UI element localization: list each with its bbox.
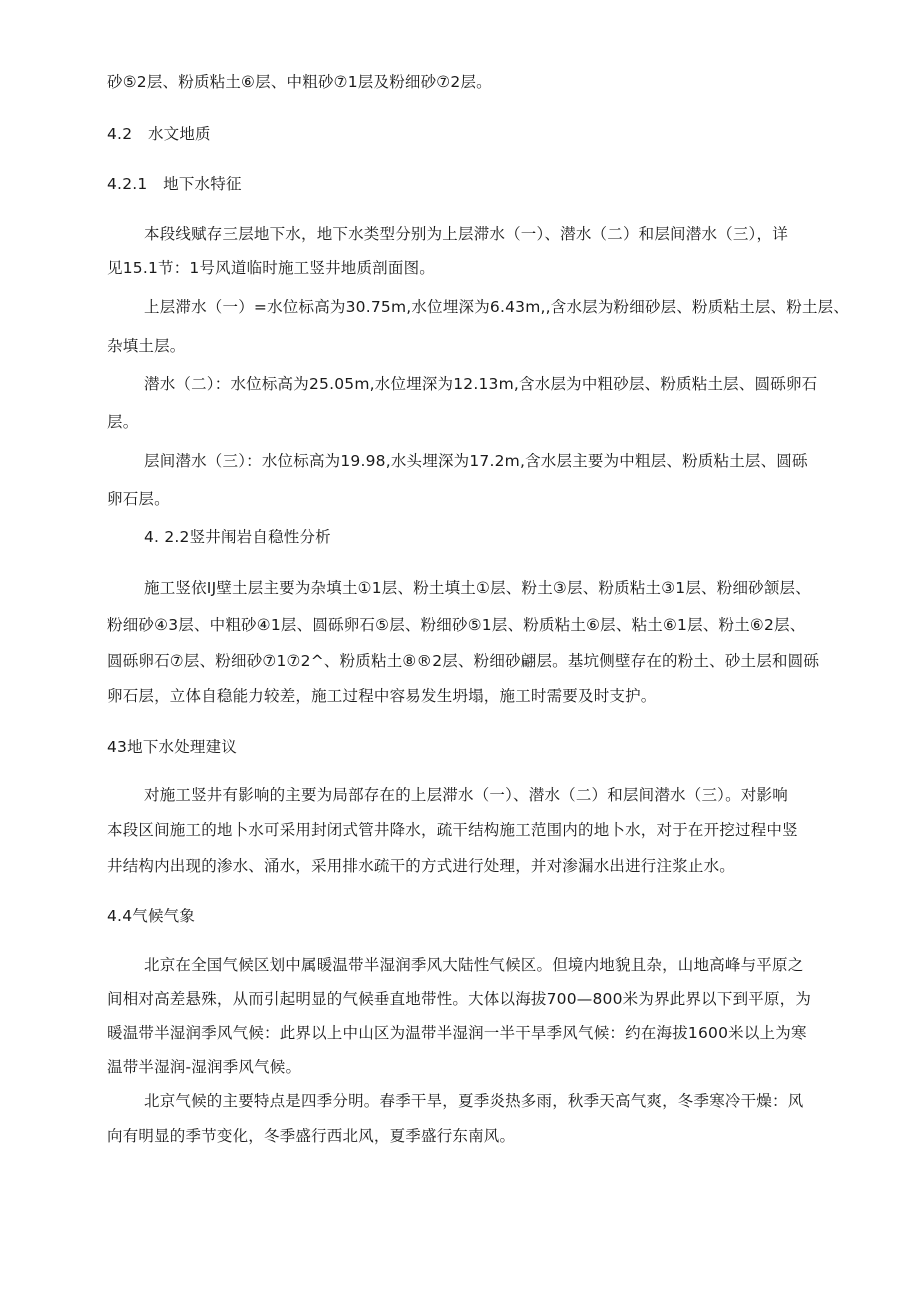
paragraph-line: 本段区间施工的地卜水可采用封闭式管井降水，疏干结构施工范围内的地卜水，对于在开挖过程中竖 [107, 821, 798, 839]
paragraph-line: 暖温带半湿润季风气候：此界以上中山区为温带半湿润一半干旱季风气候：约在海拔1600米以上为寒 [107, 1024, 807, 1042]
paragraph-line: 间相对高差悬殊，从而引起明显的气候垂直地带性。大体以海拔700—800米为界此界以下到平原，为 [107, 990, 812, 1008]
section-heading-4-4: 4.4气候气象 [107, 907, 196, 925]
paragraph-line: 施工竖依IJ壁土层主要为杂填土①1层、粉土填土①层、粉土③层、粉质粘土③1层、粉细砂颔层、 [144, 579, 811, 597]
paragraph-line: 北京在全国气候区划中属暖温带半湿润季风大陆性气候区。但境内地貌且杂，山地高峰与平原之 [144, 956, 804, 974]
paragraph-line: 层。 [107, 413, 139, 431]
paragraph-line: 北京气候的主要特点是四季分明。春季干旱，夏季炎热多雨，秋季天高气爽，冬季寒冷干燥：风 [144, 1092, 804, 1110]
paragraph-line: 粉细砂④3层、中粗砂④1层、圆砾卵石⑤层、粉细砂⑤1层、粉质粘土⑥层、粘土⑥1层、粉土⑥2层、 [107, 616, 806, 634]
paragraph-line: 本段线赋存三层地下水，地下水类型分别为上层滞水（一）、潜水（二）和层间潜水（三），详 [144, 225, 788, 243]
paragraph-line: 井结构内出现的渗水、涌水，采用排水疏干的方式进行处理，并对渗漏水出进行注浆止水。 [107, 857, 736, 875]
paragraph-line: 砂⑤2层、粉质粘土⑥层、中粗砂⑦1层及粉细砂⑦2层。 [107, 73, 492, 91]
paragraph-line: 卵石层。 [107, 490, 170, 508]
paragraph-line: 对施工竖井有影响的主要为局部存在的上层滞水（一）、潜水（二）和层间潜水（三）。对影响 [144, 786, 788, 804]
section-heading-4-2: 4.2 水文地质 [107, 125, 211, 143]
paragraph-line: 潜水（二）：水位标高为25.05m,水位埋深为12.13m,含水层为中粗砂层、粉质粘土层、圆砾卵石 [144, 375, 818, 393]
paragraph-line: 圆砾卵石⑦层、粉细砂⑦1⑦2^、粉质粘土⑧®2层、粉细砂翩层。基坑侧壁存在的粉土、砂土层和圆砾 [107, 652, 820, 670]
section-heading-4-2-1: 4.2.1 地下水特征 [107, 175, 242, 193]
paragraph-line: 杂填土层。 [107, 337, 186, 355]
paragraph-line: 向有明显的季节变化，冬季盛行西北风，夏季盛行东南风。 [107, 1127, 516, 1145]
section-heading-4-2-2: 4. 2.2竖井闱岩自稳性分析 [144, 528, 331, 546]
section-heading-4-3: 43地下水处理建议 [107, 738, 238, 756]
paragraph-line: 上层滞水（一）=水位标高为30.75m,水位埋深为6.43m,,含水层为粉细砂层、粉质粘土层、粉土层、 [144, 298, 850, 316]
paragraph-line: 见15.1节：1号风道临时施工竖井地质剖面图。 [107, 259, 435, 277]
paragraph-line: 温带半湿润-湿润季风气候。 [107, 1058, 302, 1076]
paragraph-line: 层间潜水（三）：水位标高为19.98,水头埋深为17.2m,含水层主要为中粗层、粉质粘土层、圆砾 [144, 452, 808, 470]
paragraph-line: 卵石层，立体自稳能力较差，施工过程中容易发生坍塌，施工时需要及时支护。 [107, 687, 657, 705]
